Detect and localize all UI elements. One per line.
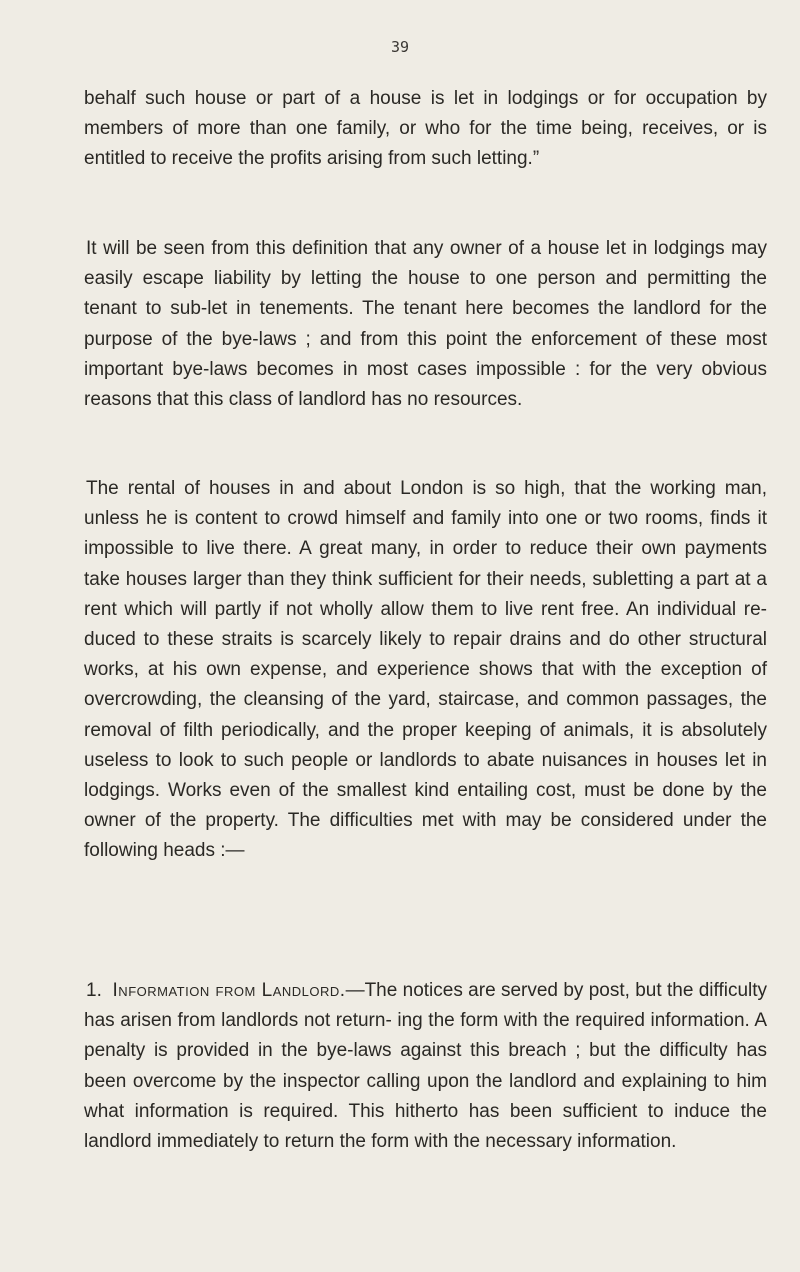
page-number: 39 [390,38,410,56]
section-body: —The notices are served by post, but the difficulty has arisen from landlords not return- ing the form with the required information. A penalty is provided in the bye-laws against this breach ; but the difficulty has been overcome by the inspector calling upon the landlord and explaining to him what information is required. This hitherto has been sufficient to induce the landlord immediately to return the form with the necessary information. [84,980,768,1153]
paragraph-rental: The rental of houses in and about London is so high, that the working man, unless he is content to crowd himself and family into one or two rooms, finds it impossible to live there. A great many, in order to reduce their own payments take houses larger than they think sufficient for their needs, subletting a part at a rent which will partly if not wholly allow them to live rent free. An individual re- duced to these straits is scarcely likely to repair drains and do other structural works, at his own expense, and experience shows that with the exception of overcrowding, the cleansing of the yard, staircase, and common passages, the removal of filth periodically, and the proper keeping of animals, it is absolutely useless to look to such people or landlords to abate nuisances in houses let in lodgings. Works even of the smallest kind entailing cost, must be done by the owner of the property. The difficulties met with may be considered under the following heads :— [84,478,767,862]
section-number: 1. [86,980,102,1001]
paragraph-definition-end: behalf such house or part of a house is let in lodgings or for occupation by members of more than one family, or who for the time being, receives, or is entitled to receive the profits arising from such letting.” [84,88,767,170]
section-heading: Information from Landlord. [112,980,346,1001]
paragraph-liability: It will be seen from this definition that any owner of a house let in lodgings may easily escape liability by letting the house to one person and permitting the tenant to sub-let in tenements. The tenant here becomes the landlord for the purpose of the bye-laws ; and from this point the enforcement of these most important bye-laws becomes in most cases impossible : for the very obvious reasons that this class of landlord has no resources. [84,238,767,411]
paragraph-information-from-landlord [84,976,767,1157]
